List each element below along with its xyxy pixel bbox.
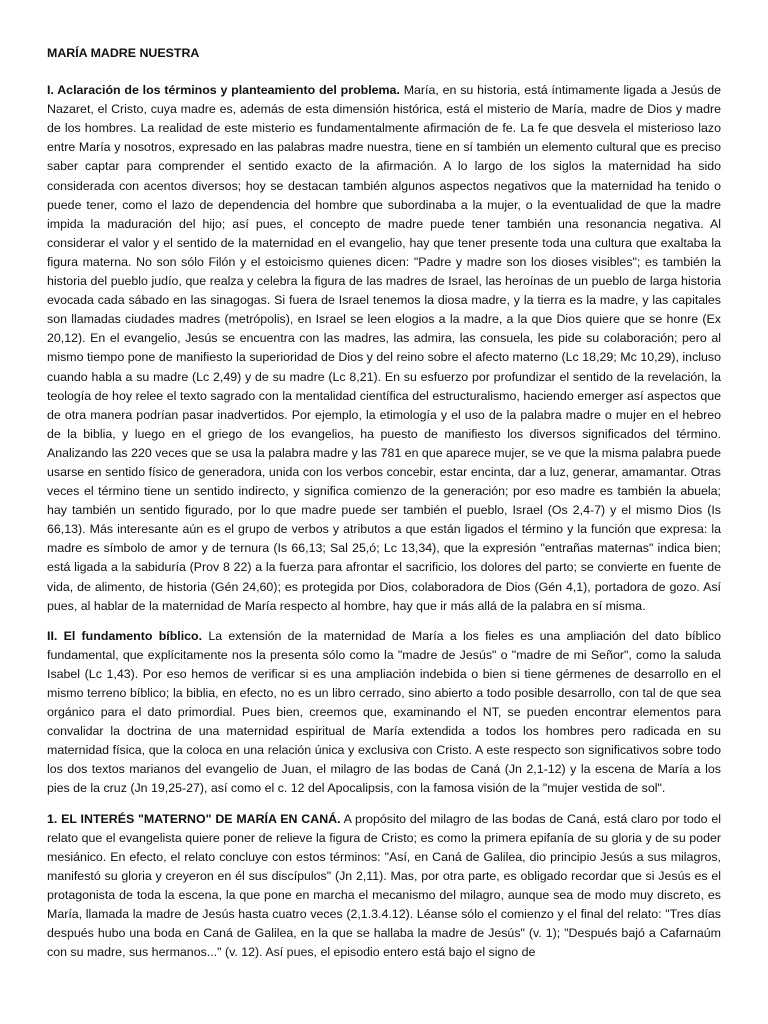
section-body: María, en su historia, está íntimamente ligada a Jesús de Nazaret, el Cristo, cuya madre es, además de esta dimensión histórica, está el misterio de María, madre de Dios y madre de los hombres. La realidad de este misterio es fundamentalmente afirmación de fe. La fe que desvela el misterioso lazo entre María y nosotros, expresado en las palabras madre nuestra, tiene en sí también un elemento cultural que es preciso saber captar para comprender el sentido exacto de la afirmación. A lo largo de los siglos la maternidad ha sido considerada con acentos diversos; hoy se destacan también algunos aspectos negativos que la maternidad ha tenido o puede tener, como el lazo de dependencia del hombre que subordinaba a la mujer, o la eventualidad de que la madre impida la maduración del hijo; así pues, el concepto de madre puede tener también una resonancia negativa. Al considerar el valor y el sentido de la maternidad en el evangelio, hay que tener presente toda una cultura que exaltaba la figura materna. No son sólo Filón y el estoicismo quienes dicen: "Padre y madre son los dioses visibles"; es también la historia del pueblo judío, que realza y celebra la figura de las madres de Israel, las heroínas de un pueblo de larga historia evocada cada sábado en las sinagogas. Si fuera de Israel tenemos la diosa madre, y la tierra es la madre, y las capitales son llamadas ciudades madres (metrópolis), en Israel se leen elogios a la madre, a la que Dios quiere que se honre (Ex 20,12). En el evangelio, Jesús se encuentra con las madres, las admira, las consuela, les pide su colaboración; pero al mismo tiempo pone de manifiesto la superioridad de Dios y del reino sobre el afecto materno (Lc 18,29; Mc 10,29), incluso cuando habla a su madre (Lc 2,49) y de su madre (Lc 8,21). En su esfuerzo por profundizar el sentido de la revelación, la teología de hoy relee el texto sagrado con la mentalidad científica del estructuralismo, haciendo emerger así aspectos que de otra manera podrían pasar inadvertidos. Por ejemplo, la etimología y el uso de la palabra madre o mujer en el hebreo de la biblia, y luego en el griego de los evangelios, ha puesto de manifiesto los diversos significados del término. Analizando las 220 veces que se usa la palabra madre y las 781 en que aparece mujer, se ve que la misma palabra puede usarse en sentido físico de generadora, unida con los verbos concebir, estar encinta, dar a luz, generar, amamantar. Otras veces el término tiene un sentido indirecto, y significa comienzo de la generación; por eso madre es también la abuela; hay también un sentido figurado, por lo que madre puede ser también el pueblo, Israel (Os 2,4-7) y el mismo Dios (Is 66,13). Más interesante aún es el grupo de verbos y atributos a que están ligados el término y la función que expresa: la madre es símbolo de amor y de ternura (Is 66,13; Sal 25,ó; Lc 13,34), que la expresión "entrañas maternas" indica bien; está ligada a la sabiduría (Prov 8 22) a la fuerza para afrontar el sacrificio, los dolores del parto; se convierte en fuente de vida, de alimento, de historia (Gén 24,60); es protegida por Dios, colaboradora de Dios (Gén 4,1), portadora de gozo. Así pues, al hablar de la maternidad de María respecto al hombre, hay que ir más allá de la palabra en sí misma. [47, 83, 721, 613]
section-heading: II. El fundamento bíblico. [47, 628, 203, 643]
document-page [47, 38, 721, 973]
section-paragraph [47, 810, 721, 963]
section-paragraph [47, 627, 721, 799]
section-paragraph [47, 81, 721, 616]
section-body: A propósito del milagro de las bodas de Caná, está claro por todo el relato que el evangelista quiere poner de relieve la figura de Cristo; es como la primera epifanía de su gloria y de su poder mesiánico. En efecto, el relato concluye con estos términos: "Así, en Caná de Galilea, dio principio Jesús a sus milagros, manifestó su gloria y creyeron en él sus discípulos" (Jn 2,11). Mas, por otra parte, es obligado recordar que si Jesús es el protagonista de toda la escena, la que pone en marcha el mecanismo del milagro, aunque sea de modo muy discreto, es María, llamada la madre de Jesús hasta cuatro veces (2,1.3.4.12). Léanse sólo el comienzo y el final del relato: "Tres días después hubo una boda en Caná de Galilea, en la que se hallaba la madre de Jesús" (v. 1); "Después bajó a Cafarnaúm con su madre, sus hermanos..." (v. 12). Así pues, el episodio entero está bajo el signo de [47, 811, 721, 960]
section-heading: 1. EL INTERÉS "MATERNO" DE MARÍA EN CANÁ. [47, 811, 341, 826]
section-heading: I. Aclaración de los términos y planteamiento del problema. [47, 83, 400, 98]
section-body: La extensión de la maternidad de María a los fieles es una ampliación del dato bíblico fundamental, que explícitamente nos la presenta sólo como la "madre de Jesús" o "madre de mi Señor", como la saluda Isabel (Lc 1,43). Por eso hemos de verificar si es una ampliación indebida o bien si tiene gérmenes de desarrollo en el mismo terreno bíblico; la biblia, en efecto, no es un libro cerrado, sino abierto a todo posible desarrollo, con tal de que sea orgánico para el dato primordial. Pues bien, creemos que, examinando el NT, se pueden encontrar elementos para convalidar la doctrina de una maternidad espiritual de María extendida a todos los hombres pero radicada en su maternidad física, que la coloca en una relación única y exclusiva con Cristo. A este respecto son significativos sobre todo los dos textos marianos del evangelio de Juan, el milagro de las bodas de Caná (Jn 2,1-12) y la escena de María a los pies de la cruz (Jn 19,25-27), así como el c. 12 del Apocalipsis, con la famosa visión de la "mujer vestida de sol". [47, 628, 722, 796]
document-title: MARÍA MADRE NUESTRA [47, 46, 200, 60]
